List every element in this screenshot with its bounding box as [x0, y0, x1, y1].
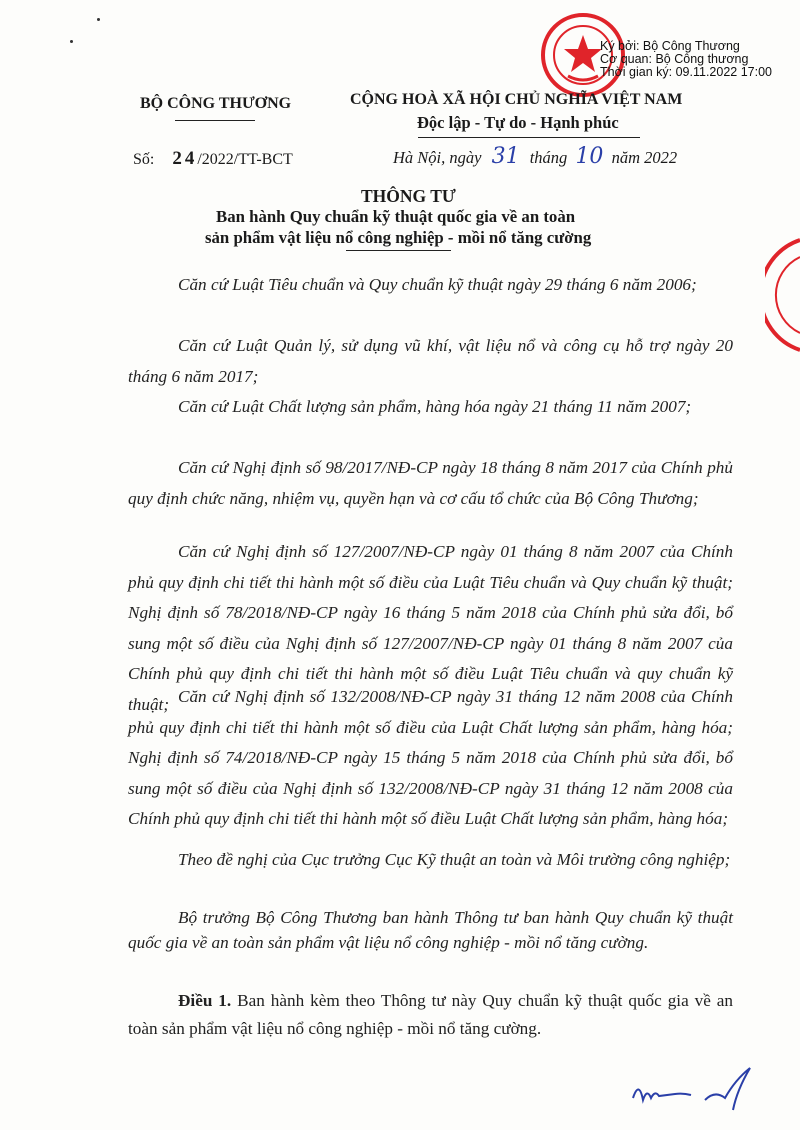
number-handwritten: 24 [172, 148, 198, 169]
article-1 [128, 987, 733, 1043]
paragraph-7: Theo đề nghị của Cục trưởng Cục Kỹ thuật an toàn và Môi trường công nghiệp; [178, 850, 731, 869]
handwritten-initials [625, 1060, 765, 1120]
article-1-text: Ban hành kèm theo Thông tư này Quy chuẩn kỹ thuật quốc gia về an toàn sản phẩm vật liệu nổ công nghiệp - mồi nổ tăng cường. [128, 991, 734, 1038]
place-date-part2: tháng [529, 148, 568, 167]
speck [70, 40, 73, 43]
ministry-underline [175, 120, 255, 121]
paragraph-1: Căn cứ Luật Tiêu chuẩn và Quy chuẩn kỹ thuật ngày 29 tháng 6 năm 2006; [178, 275, 697, 294]
speck [97, 18, 100, 21]
title-underline [346, 250, 451, 251]
paragraph-4: Căn cứ Nghị định số 98/2017/NĐ-CP ngày 18 tháng 8 năm 2017 của Chính phủ quy định chức năng, nhiệm vụ, quyền hạn và cơ cấu tổ chức của Bộ Công Thương; [128, 458, 733, 508]
signed-by: Ký bởi: Bộ Công Thương [600, 39, 740, 53]
title-line-1: Ban hành Quy chuẩn kỹ thuật quốc gia về an toàn [216, 207, 576, 226]
article-1-label: Điều 1. [178, 991, 232, 1010]
signature-block [600, 40, 772, 79]
partial-red-stamp [765, 235, 800, 355]
motto: Độc lập - Tự do - Hạnh phúc [417, 113, 619, 132]
day-handwritten: 31 [491, 144, 520, 169]
number-suffix: /2022/TT-BCT [197, 151, 293, 168]
month-handwritten: 10 [575, 144, 604, 169]
paragraph-5: Căn cứ Nghị định số 127/2007/NĐ-CP ngày 01 tháng 8 năm 2007 của Chính phủ quy định chi tiết thi hành một số điều của Luật Tiêu chuẩn và Quy chuẩn kỹ thuật; Nghị định số 78/2018/NĐ-CP ngày 16 tháng 5 năm 2018 của Chính phủ sửa đổi, bổ sung một số điều của Nghị định số 127/2007/NĐ-CP ngày 01 tháng 8 năm 2007 của Chính phủ quy định chi tiết thi hành một số điều Luật Tiêu chuẩn và quy chuẩn kỹ thuật; [128, 542, 733, 714]
signing-agency: Cơ quan: Bộ Công thương [600, 52, 749, 66]
paragraph-6: Căn cứ Nghị định số 132/2008/NĐ-CP ngày 31 tháng 12 năm 2008 của Chính phủ quy định chi tiết thi hành một số điều của Luật Chất lượng sản phẩm, hàng hóa; Nghị định số 74/2018/NĐ-CP ngày 15 tháng 5 năm 2018 của Chính phủ sửa đổi, bổ sung một số điều của Nghị định số 132/2008/NĐ-CP ngày 31 tháng 12 năm 2008 của Chính phủ quy định chi tiết thi hành một số điều Luật Chất lượng sản phẩm, hàng hóa; [128, 687, 733, 828]
country-name: CỘNG HOÀ XÃ HỘI CHỦ NGHĨA VIỆT NAM [350, 91, 683, 108]
place-date-part3: năm 2022 [611, 148, 678, 167]
place-date [393, 144, 677, 169]
place-date-part1: Hà Nội, ngày [393, 148, 482, 167]
paragraph-8: Bộ trưởng Bộ Công Thương ban hành Thông tư ban hành Quy chuẩn kỹ thuật quốc gia về an toàn sản phẩm vật liệu nổ công nghiệp - mồi nổ tăng cường. [128, 908, 733, 952]
motto-underline [418, 137, 640, 138]
paragraph-2: Căn cứ Luật Quản lý, sử dụng vũ khí, vật liệu nổ và công cụ hỗ trợ ngày 20 tháng 6 năm 2017; [128, 336, 733, 386]
doc-type: THÔNG TƯ [361, 186, 456, 206]
paragraph-3: Căn cứ Luật Chất lượng sản phẩm, hàng hóa ngày 21 tháng 11 năm 2007; [178, 397, 692, 416]
title-line-2: sản phẩm vật liệu nổ công nghiệp - mồi nổ tăng cường [205, 228, 592, 247]
signing-time: Thời gian ký: 09.11.2022 17:00 [600, 65, 772, 79]
number-prefix: Số: [133, 151, 155, 168]
ministry-name: BỘ CÔNG THƯƠNG [140, 95, 292, 112]
document-number [133, 148, 293, 170]
